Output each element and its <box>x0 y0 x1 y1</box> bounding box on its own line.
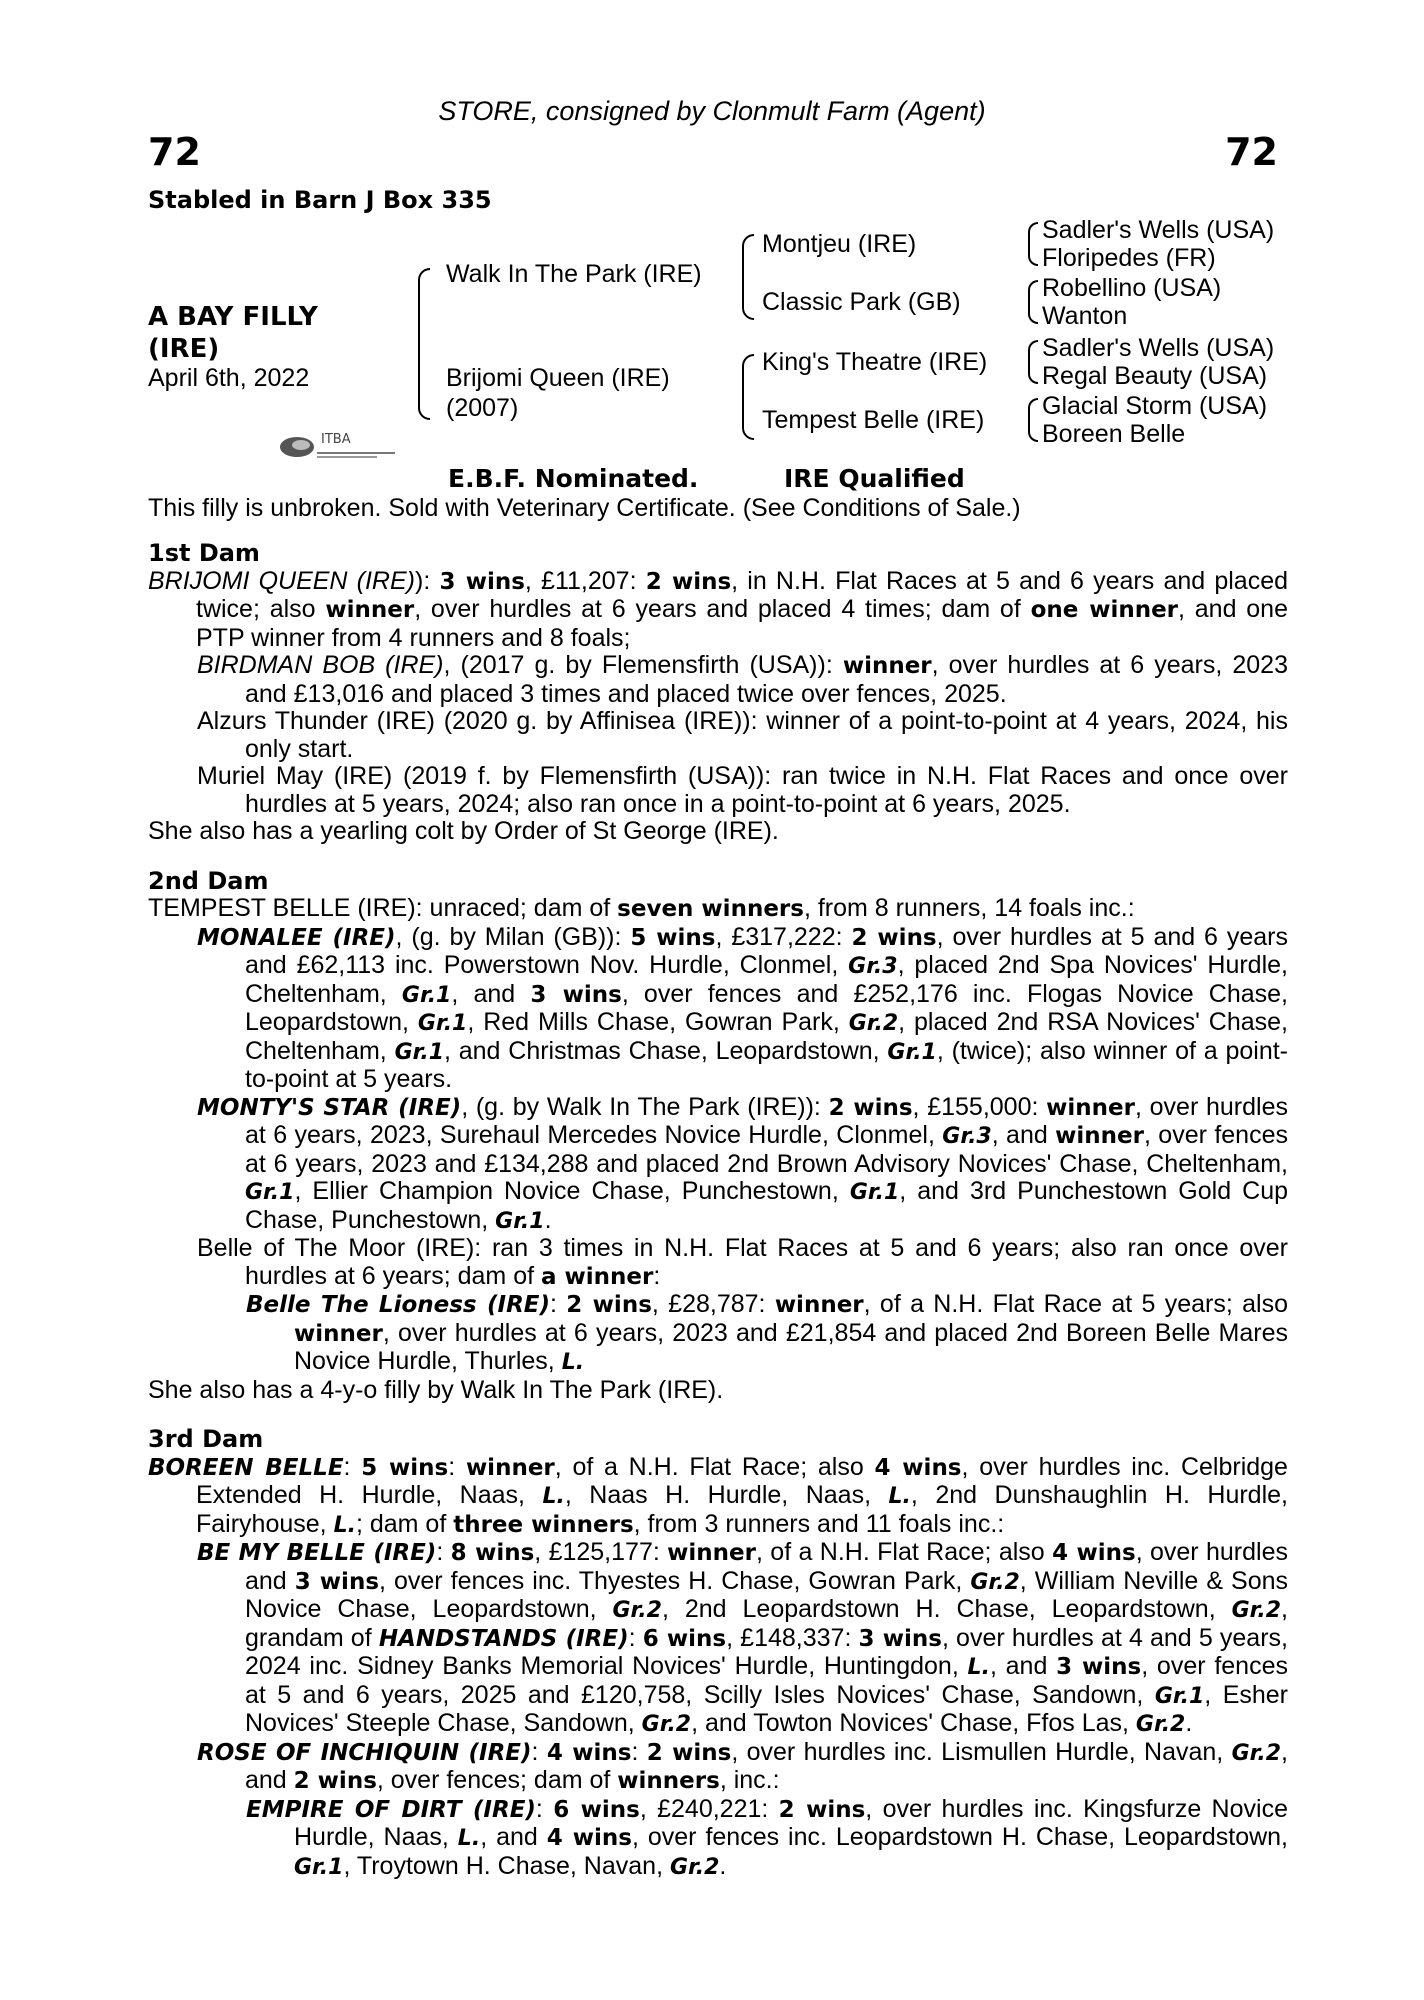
entry-text: , and Towton Novices' Chase, Ffos Las, <box>691 1709 1136 1737</box>
entry-text: , over hurdles at 6 years, 2023 and £13,016 and placed 3 times and placed twice over fences, 2025. <box>245 651 1288 708</box>
race-grade: L. <box>457 1826 481 1851</box>
entry-text: ; dam of <box>355 1509 454 1538</box>
race-grade: Gr.2 <box>669 1854 720 1880</box>
horse-name: EMPIRE OF DIRT (IRE) <box>246 1796 536 1823</box>
pedigree-brace-main <box>418 268 430 420</box>
entry-text: , and <box>245 1737 1288 1794</box>
pedigree-entry <box>148 1739 1288 1796</box>
pedigree-entry <box>148 1235 1288 1291</box>
pedigree-entry <box>148 924 1288 1094</box>
entry-text: , £148,337: <box>726 1623 859 1652</box>
horse-name: BOREEN BELLE <box>148 1454 344 1481</box>
entry-text: , over fences; dam of <box>376 1766 618 1794</box>
horse-name: MONTY'S STAR (IRE) <box>197 1094 462 1121</box>
entry-text: , Red Mills Chase, Gowran Park, <box>467 1008 849 1036</box>
race-grade: Gr.3 <box>942 1124 992 1149</box>
entry-text: : <box>343 1452 362 1481</box>
horse-name: MONALEE (IRE) <box>197 924 396 951</box>
entry-text: , over hurdles at 6 years, 2023 and £21,854 and placed 2nd Boreen Belle Mares Novice Hurdle, Thurles, <box>294 1318 1288 1375</box>
race-grade: Gr.1 <box>849 1180 900 1205</box>
entry-text: , over fences at 6 years, 2023 and £134,288 and placed 2nd Brown Advisory Novices' Chase, Cheltenham, <box>245 1121 1288 1178</box>
entry-text: winner <box>842 653 932 679</box>
entry-text: , over fences inc. Leopardstown H. Chase, Leopardstown, <box>631 1823 1288 1851</box>
sale-notes: This filly is unbroken. Sold with Veterinary Certificate. (See Conditions of Sale.) <box>148 494 1021 522</box>
entry-text: , (twice); also winner of a point-to-point at 5 years. <box>245 1036 1288 1093</box>
entry-text: Belle of The Moor (IRE): ran 3 times in N.H. Flat Races at 5 and 6 years; also ran once over hurdles at 6 years; dam of <box>197 1234 1288 1290</box>
foaling-date: April 6th, 2022 <box>148 364 310 392</box>
race-grade: Gr.1 <box>294 1854 344 1880</box>
entry-text: , £240,221: <box>639 1794 779 1823</box>
entry-text: , placed 2nd Spa Novices' Hurdle, Cheltenham, <box>245 951 1288 1008</box>
entry-text: 4 wins <box>1052 1540 1136 1566</box>
pedigree-ds-sire: Sadler's Wells (USA) <box>1042 334 1275 362</box>
pedigree-dd-dam: Boreen Belle <box>1042 420 1186 448</box>
itba-logo-text: ITBA <box>321 432 351 447</box>
entry-text: 3 wins <box>294 1568 380 1595</box>
race-grade: L. <box>967 1655 990 1680</box>
entry-text: , over hurdles inc. Celbridge Extended H. Hurdle, Naas, <box>196 1452 1288 1509</box>
race-grade: Gr.2 <box>1231 1740 1282 1766</box>
entry-text: 3 wins <box>858 1625 942 1652</box>
pedigree-ss-sire: Sadler's Wells (USA) <box>1042 216 1275 244</box>
entry-text: , from 3 runners and 11 foals inc.: <box>633 1509 1005 1538</box>
entry-text: , and <box>989 1652 1057 1680</box>
entry-text: , placed 2nd RSA Novices' Chase, Cheltenham, <box>245 1008 1288 1065</box>
entry-text: winner <box>325 597 415 623</box>
entry-text: , and one PTP winner from 4 runners and 8 foals; <box>196 595 1288 652</box>
horse-name: BE MY BELLE (IRE) <box>197 1540 437 1566</box>
pedigree-sire-dam: Classic Park (GB) <box>762 288 961 316</box>
entry-text: : <box>531 1737 547 1766</box>
entry-text: 3 wins <box>439 568 525 595</box>
race-grade: Gr.1 <box>245 1180 295 1205</box>
entry-text: 4 wins <box>874 1454 962 1481</box>
race-grade: Gr.2 <box>970 1569 1020 1595</box>
entry-text: . <box>1185 1709 1193 1737</box>
entry-text: 8 wins <box>450 1540 535 1566</box>
itba-logo-icon <box>277 430 407 464</box>
pedigree-brace-ds <box>1028 340 1038 384</box>
stabling-info: Stabled in Barn J Box 335 <box>148 186 492 214</box>
entry-text: , of a N.H. Flat Race; also <box>554 1452 875 1481</box>
race-grade: Gr.1 <box>401 982 452 1008</box>
pedigree-entry <box>148 1377 1288 1405</box>
race-grade: Gr.1 <box>1154 1683 1205 1709</box>
entry-text: , (2017 g. by Flemensfirth (USA)): <box>443 651 843 679</box>
entry-text: . <box>544 1205 552 1234</box>
entry-text: , in N.H. Flat Races at 5 and 6 years and placed twice; also <box>196 566 1289 623</box>
second-dam-heading: 2nd Dam <box>148 866 269 895</box>
consignment-line: STORE, consigned by Clonmult Farm (Agent) <box>438 96 986 126</box>
pedigree-ds-dam: Regal Beauty (USA) <box>1042 362 1268 390</box>
horse-description-line2: (IRE) <box>148 334 220 364</box>
horse-description-line1: A BAY FILLY <box>148 302 318 332</box>
pedigree-dd-sire: Glacial Storm (USA) <box>1042 392 1268 420</box>
entry-text: She also has a 4-y-o filly by Walk In The Park (IRE). <box>148 1375 724 1404</box>
entry-text: 2 wins <box>828 1094 913 1121</box>
entry-text: , £317,222: <box>715 922 852 951</box>
entry-text: , Esher Novices' Steeple Chase, Sandown, <box>245 1680 1288 1737</box>
entry-text: , Troytown H. Chase, Navan, <box>343 1851 670 1880</box>
entry-text: Muriel May (IRE) (2019 f. by Flemensfirth (USA)): ran twice in N.H. Flat Races and once over hurdles at 5 years, 2024; also ran once in a point-to-point at 6 years, 2025. <box>197 762 1288 818</box>
race-grade: Gr.2 <box>612 1598 662 1623</box>
pedigree-entry <box>148 1539 1288 1739</box>
entry-text: : <box>653 1261 661 1290</box>
race-grade: Gr.2 <box>848 1011 899 1036</box>
pedigree-entry <box>148 895 1288 924</box>
entry-text: , (g. by Walk In The Park (IRE)): <box>461 1092 829 1121</box>
entry-text: 6 wins <box>553 1796 640 1823</box>
entry-text: , over hurdles and <box>245 1538 1288 1595</box>
pedigree-dam-sire: King's Theatre (IRE) <box>762 348 988 376</box>
pedigree-brace-dam <box>742 354 754 440</box>
entry-text: , over hurdles at 6 years and placed 4 times; dam of <box>414 595 1031 623</box>
entry-text: 2 wins <box>566 1292 652 1318</box>
entry-text: : <box>550 1290 567 1318</box>
entry-text: three winners <box>453 1511 634 1538</box>
entry-text: 2 wins <box>293 1768 377 1794</box>
race-grade: Gr.2 <box>1135 1712 1186 1737</box>
third-dam-entries <box>148 1454 1288 1882</box>
pedigree-dam: Brijomi Queen (IRE) <box>446 364 670 392</box>
first-dam-entries <box>148 568 1288 846</box>
entry-text: winner <box>1055 1123 1144 1149</box>
entry-text: 2 wins <box>778 1796 866 1823</box>
pedigree-entry <box>148 818 1288 846</box>
entry-text: , and <box>451 979 531 1008</box>
entry-text: winner <box>774 1292 864 1318</box>
pedigree-brace-sd <box>1028 280 1038 324</box>
pedigree-sd-sire: Robellino (USA) <box>1042 274 1222 302</box>
entry-text: : <box>448 1452 466 1481</box>
race-grade: Gr.1 <box>495 1208 545 1234</box>
lot-number-right: 72 <box>1225 130 1278 174</box>
entry-text: , of a N.H. Flat Race at 5 years; also <box>863 1290 1288 1318</box>
entry-text: , grandam of <box>245 1595 1288 1652</box>
entry-text: , and 3rd Punchestown Gold Cup Chase, Punchestown, <box>245 1177 1288 1234</box>
entry-text: 4 wins <box>546 1739 632 1766</box>
entry-text: : <box>631 1737 647 1766</box>
entry-text: Alzurs Thunder (IRE) (2020 g. by Affinisea (IRE)): winner of a point-to-point at 4 years, 2024, his only start. <box>197 707 1288 763</box>
race-grade: Gr.1 <box>417 1011 468 1036</box>
ire-qualified: IRE Qualified <box>784 464 965 493</box>
entry-text: : <box>436 1538 451 1566</box>
pedigree-entry <box>148 568 1288 653</box>
entry-text: : <box>628 1623 643 1652</box>
entry-text: , over hurdles at 4 and 5 years, 2024 inc. Sidney Banks Memorial Novices' Hurdle, Huntingdon, <box>245 1623 1288 1680</box>
entry-text: , over fences at 5 and 6 years, 2025 and £120,758, Scilly Isles Novices' Chase, Sandown, <box>245 1652 1288 1709</box>
second-dam-entries <box>148 895 1288 1404</box>
pedigree-brace-ss <box>1028 222 1038 266</box>
pedigree-entry <box>148 763 1288 818</box>
entry-text: TEMPEST BELLE (IRE): unraced; dam of <box>148 894 618 922</box>
entry-text: a winner <box>540 1263 654 1290</box>
entry-text: winner <box>465 1454 555 1481</box>
pedigree-entry <box>148 708 1288 763</box>
first-dam-heading: 1st Dam <box>148 539 260 567</box>
pedigree-ss-dam: Floripedes (FR) <box>1042 244 1216 272</box>
pedigree-entry <box>148 1291 1288 1377</box>
race-grade: L. <box>561 1350 585 1375</box>
entry-text: , over hurdles inc. Kingsfurze Novice Hurdle, Naas, <box>294 1794 1288 1851</box>
entry-text: , over hurdles at 5 and 6 years and £62,113 inc. Powerstown Nov. Hurdle, Clonmel, <box>245 922 1288 979</box>
entry-text: , 2nd Dunshaughlin H. Hurdle, Fairyhouse, <box>196 1481 1288 1538</box>
entry-text: winner <box>667 1540 756 1566</box>
race-grade: L. <box>888 1484 911 1509</box>
entry-text: , over fences and £252,176 inc. Flogas Novice Chase, Leopardstown, <box>245 979 1288 1036</box>
pedigree-entry <box>148 1094 1288 1236</box>
entry-text: : <box>535 1794 554 1823</box>
race-grade: Gr.3 <box>848 954 898 979</box>
entry-text: , 2nd Leopardstown H. Chase, Leopardstown, <box>661 1595 1232 1623</box>
entry-text: 3 wins <box>1056 1654 1142 1680</box>
entry-text: , William Neville & Sons Novice Chase, Leopardstown, <box>245 1566 1288 1623</box>
race-grade: Gr.1 <box>394 1039 444 1065</box>
entry-text: , Ellier Champion Novice Chase, Punchestown, <box>294 1177 850 1205</box>
entry-text: 2 wins <box>851 924 937 951</box>
entry-text: ): <box>415 566 440 595</box>
entry-text: , from 8 runners, 14 foals inc.: <box>803 894 1135 922</box>
entry-text: , inc.: <box>719 1766 780 1794</box>
entry-text: 6 wins <box>642 1625 727 1652</box>
horse-name: HANDSTANDS (IRE) <box>378 1625 629 1652</box>
pedigree-entry <box>148 652 1288 708</box>
entry-text: , Naas H. Hurdle, Naas, <box>564 1481 889 1509</box>
entry-text: She also has a yearling colt by Order of St George (IRE). <box>148 817 779 845</box>
entry-text: , £11,207: <box>524 566 646 595</box>
pedigree-dam-year: (2007) <box>446 394 519 422</box>
pedigree-entry <box>148 1796 1288 1882</box>
pedigree-dam-dam: Tempest Belle (IRE) <box>762 406 985 434</box>
horse-name: ROSE OF INCHIQUIN (IRE) <box>197 1739 532 1766</box>
entry-text: 3 wins <box>530 981 622 1008</box>
entry-text: , £155,000: <box>912 1092 1047 1121</box>
race-grade: Gr.2 <box>1231 1598 1282 1623</box>
horse-name: BIRDMAN BOB (IRE) <box>197 651 444 679</box>
race-grade: L. <box>333 1512 356 1538</box>
entry-text: , £28,787: <box>651 1290 775 1318</box>
entry-text: , over fences inc. Thyestes H. Chase, Gowran Park, <box>379 1566 971 1595</box>
entry-text: . <box>719 1851 727 1880</box>
ebf-nominated: E.B.F. Nominated. <box>448 464 699 493</box>
pedigree-sd-dam: Wanton <box>1042 302 1128 330</box>
entry-text: winners <box>617 1768 720 1794</box>
pedigree-brace-sire <box>742 234 754 320</box>
dam-sections <box>148 540 1288 1881</box>
entry-text: 2 wins <box>646 1739 732 1766</box>
entry-text: seven winners <box>617 896 804 922</box>
pedigree-brace-dd <box>1028 398 1038 442</box>
entry-text: , over hurdles at 6 years, 2023, Surehaul Mercedes Novice Hurdle, Clonmel, <box>245 1092 1288 1149</box>
pedigree-sire: Walk In The Park (IRE) <box>446 260 702 288</box>
pedigree-sire-sire: Montjeu (IRE) <box>762 230 917 258</box>
entry-text: , over hurdles inc. Lismullen Hurdle, Navan, <box>731 1737 1232 1766</box>
entry-text: winner <box>1046 1094 1135 1121</box>
entry-text: 5 wins <box>630 924 716 951</box>
entry-text: 4 wins <box>546 1825 632 1851</box>
horse-name: BRIJOMI QUEEN (IRE) <box>148 566 415 595</box>
entry-text: , and <box>991 1121 1056 1149</box>
entry-text: , (g. by Milan (GB)): <box>395 922 631 951</box>
entry-text: , of a N.H. Flat Race; also <box>755 1538 1053 1566</box>
entry-text: , and Christmas Chase, Leopardstown, <box>444 1036 888 1065</box>
entry-text: one winner <box>1030 597 1179 623</box>
lot-number-left: 72 <box>148 130 201 174</box>
race-grade: L. <box>542 1484 565 1509</box>
horse-name: Belle The Lioness (IRE) <box>246 1292 551 1318</box>
entry-text: 2 wins <box>645 568 732 595</box>
third-dam-heading: 3rd Dam <box>148 1425 264 1453</box>
race-grade: Gr.2 <box>641 1712 692 1737</box>
pedigree-entry <box>148 1454 1288 1540</box>
entry-text: , and <box>480 1823 547 1851</box>
entry-text: winner <box>294 1320 383 1347</box>
race-grade: Gr.1 <box>887 1039 937 1065</box>
entry-text: 5 wins <box>361 1454 449 1481</box>
entry-text: , £125,177: <box>534 1538 668 1566</box>
